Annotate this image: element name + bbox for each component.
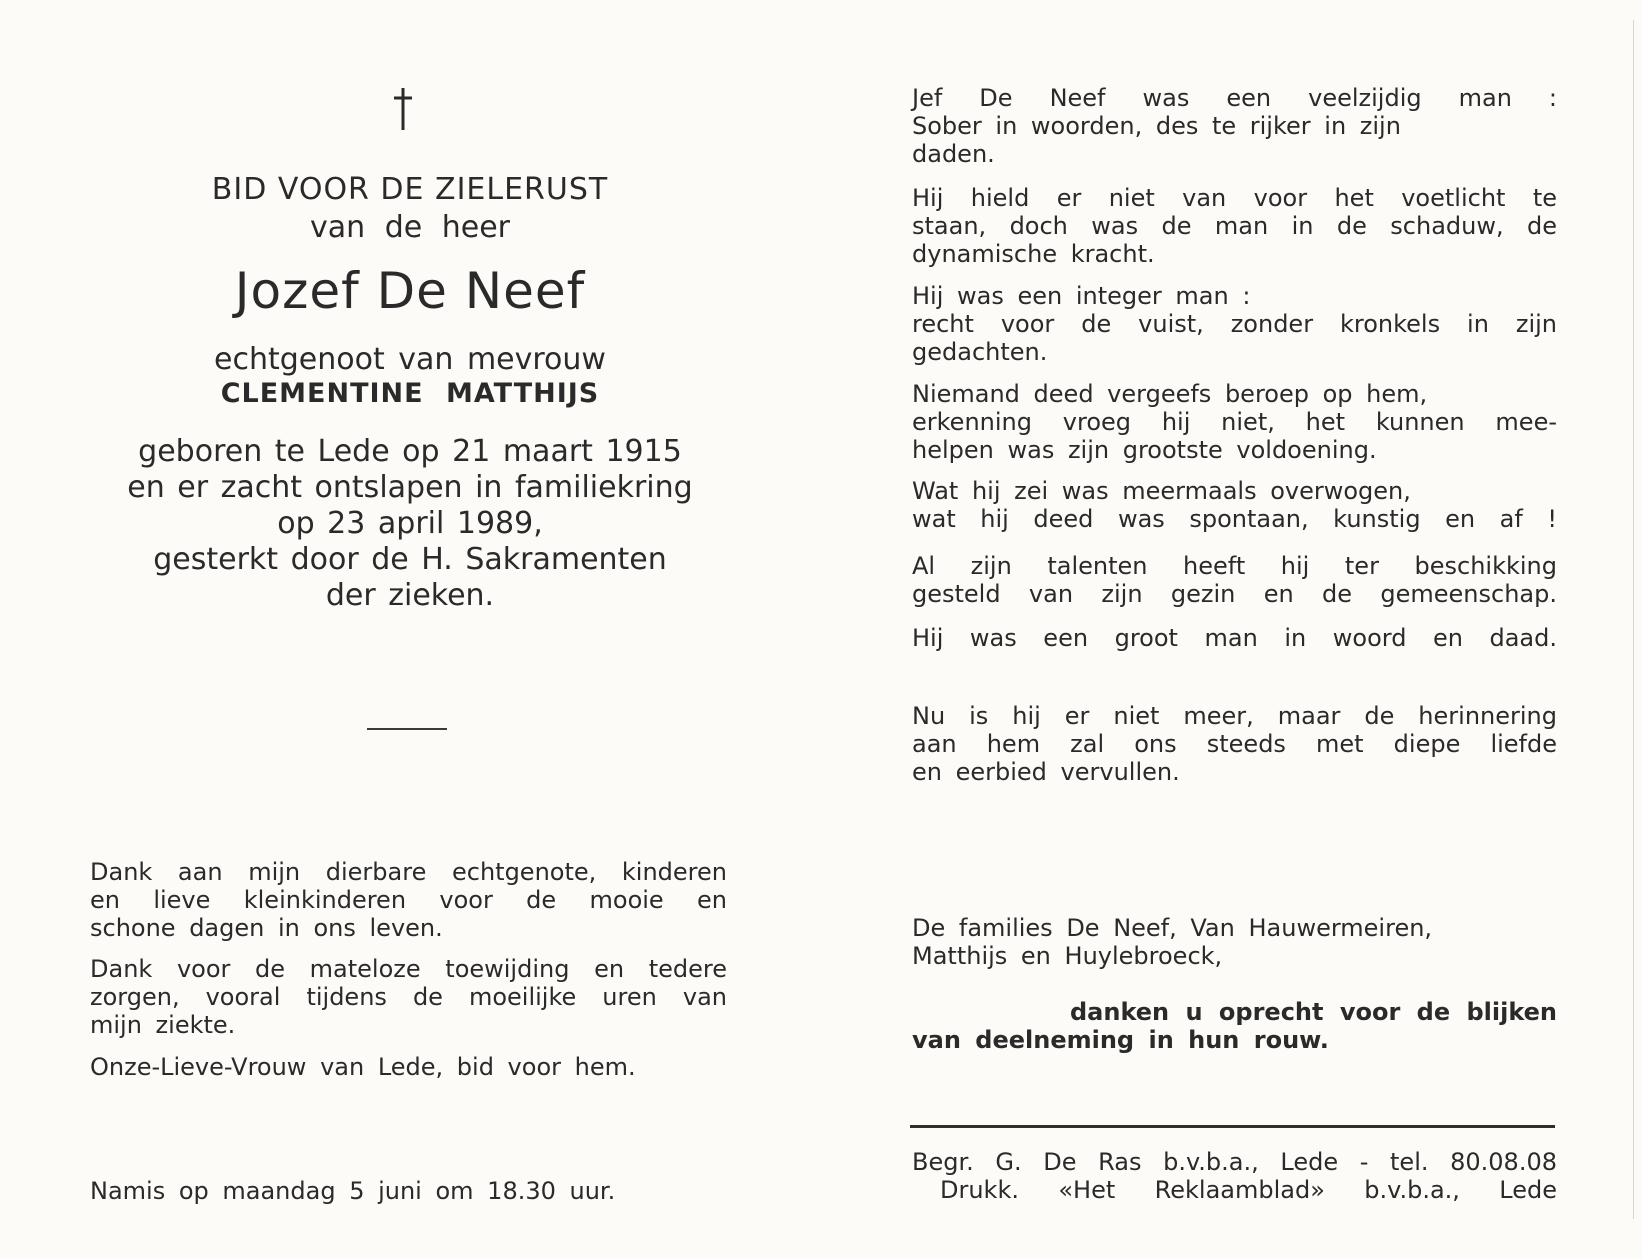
right-paragraph-8: Nu is hij er niet meer, maar de herinnering aan hem zal ons steeds met diepe liefde en eerbied vervullen. — [912, 702, 1557, 786]
spouse-name: CLEMENTINE MATTHIJS — [220, 378, 600, 409]
detail-line: en er zacht ontslapen in familiekring — [127, 470, 693, 505]
thanks-paragraph-2: Dank voor de mateloze toewijding en tedere zorgen, vooral tijdens de moeilijke uren van mijn ziekte. — [90, 955, 727, 1039]
divider — [367, 728, 447, 730]
detail-line: op 23 april 1989, — [277, 506, 543, 541]
right-paragraph-2: Hij hield er niet van voor het voetlicht te staan, doch was de man in de schaduw, de dynamische kracht. — [912, 184, 1557, 268]
right-paragraph-7: Hij was een groot man in woord en daad. — [912, 624, 1557, 652]
right-paragraph-4: Niemand deed vergeefs beroep op hem, erkenning vroeg hij niet, het kunnen mee- helpen was zijn grootste voldoening. — [912, 380, 1557, 464]
prayer-line: Onze-Lieve-Vrouw van Lede, bid voor hem. — [90, 1053, 636, 1081]
right-paragraph-5: Wat hij zei was meermaals overwogen, wat hij deed was spontaan, kunstig en af ! — [912, 477, 1557, 533]
right-paragraph-1: Jef De Neef was een veelzijdig man : Sober in woorden, des te rijker in zijn daden. — [912, 84, 1557, 168]
mass-line: Namis op maandag 5 juni om 18.30 uur. — [90, 1177, 616, 1205]
footer-rule — [910, 1125, 1555, 1128]
undertaker-line: Begr. G. De Ras b.v.b.a., Lede - tel. 80.08.08 — [912, 1148, 1557, 1176]
heading: BID VOOR DE ZIELERUST — [211, 172, 609, 207]
thanks-paragraph-1: Dank aan mijn dierbare echtgenote, kinderen en lieve kleinkinderen voor de mooie en schone dagen in ons leven. — [90, 858, 727, 942]
detail-line: der zieken. — [325, 578, 495, 613]
subheading: van de heer — [310, 210, 510, 245]
cross-icon — [385, 86, 421, 132]
thanks-line: danken u oprecht voor de blijken van deelneming in hun rouw. — [912, 998, 1557, 1054]
right-paragraph-6: Al zijn talenten heeft hij ter beschikking gesteld van zijn gezin en de gemeenschap. — [912, 552, 1557, 608]
detail-line: gesterkt door de H. Sakramenten — [153, 542, 667, 577]
printer-line: Drukk. «Het Reklaamblad» b.v.b.a., Lede — [940, 1176, 1557, 1204]
detail-line: geboren te Lede op 21 maart 1915 — [138, 434, 682, 469]
deceased-name: Jozef De Neef — [234, 262, 586, 320]
card-edge — [1633, 20, 1634, 1219]
right-paragraph-3: Hij was een integer man : recht voor de vuist, zonder kronkels in zijn gedachten. — [912, 282, 1557, 366]
spouse-line: echtgenoot van mevrouw — [214, 342, 606, 377]
families-line: De families De Neef, Van Hauwermeiren, Matthijs en Huylebroeck, — [912, 914, 1433, 970]
birth-death-details — [80, 434, 740, 614]
